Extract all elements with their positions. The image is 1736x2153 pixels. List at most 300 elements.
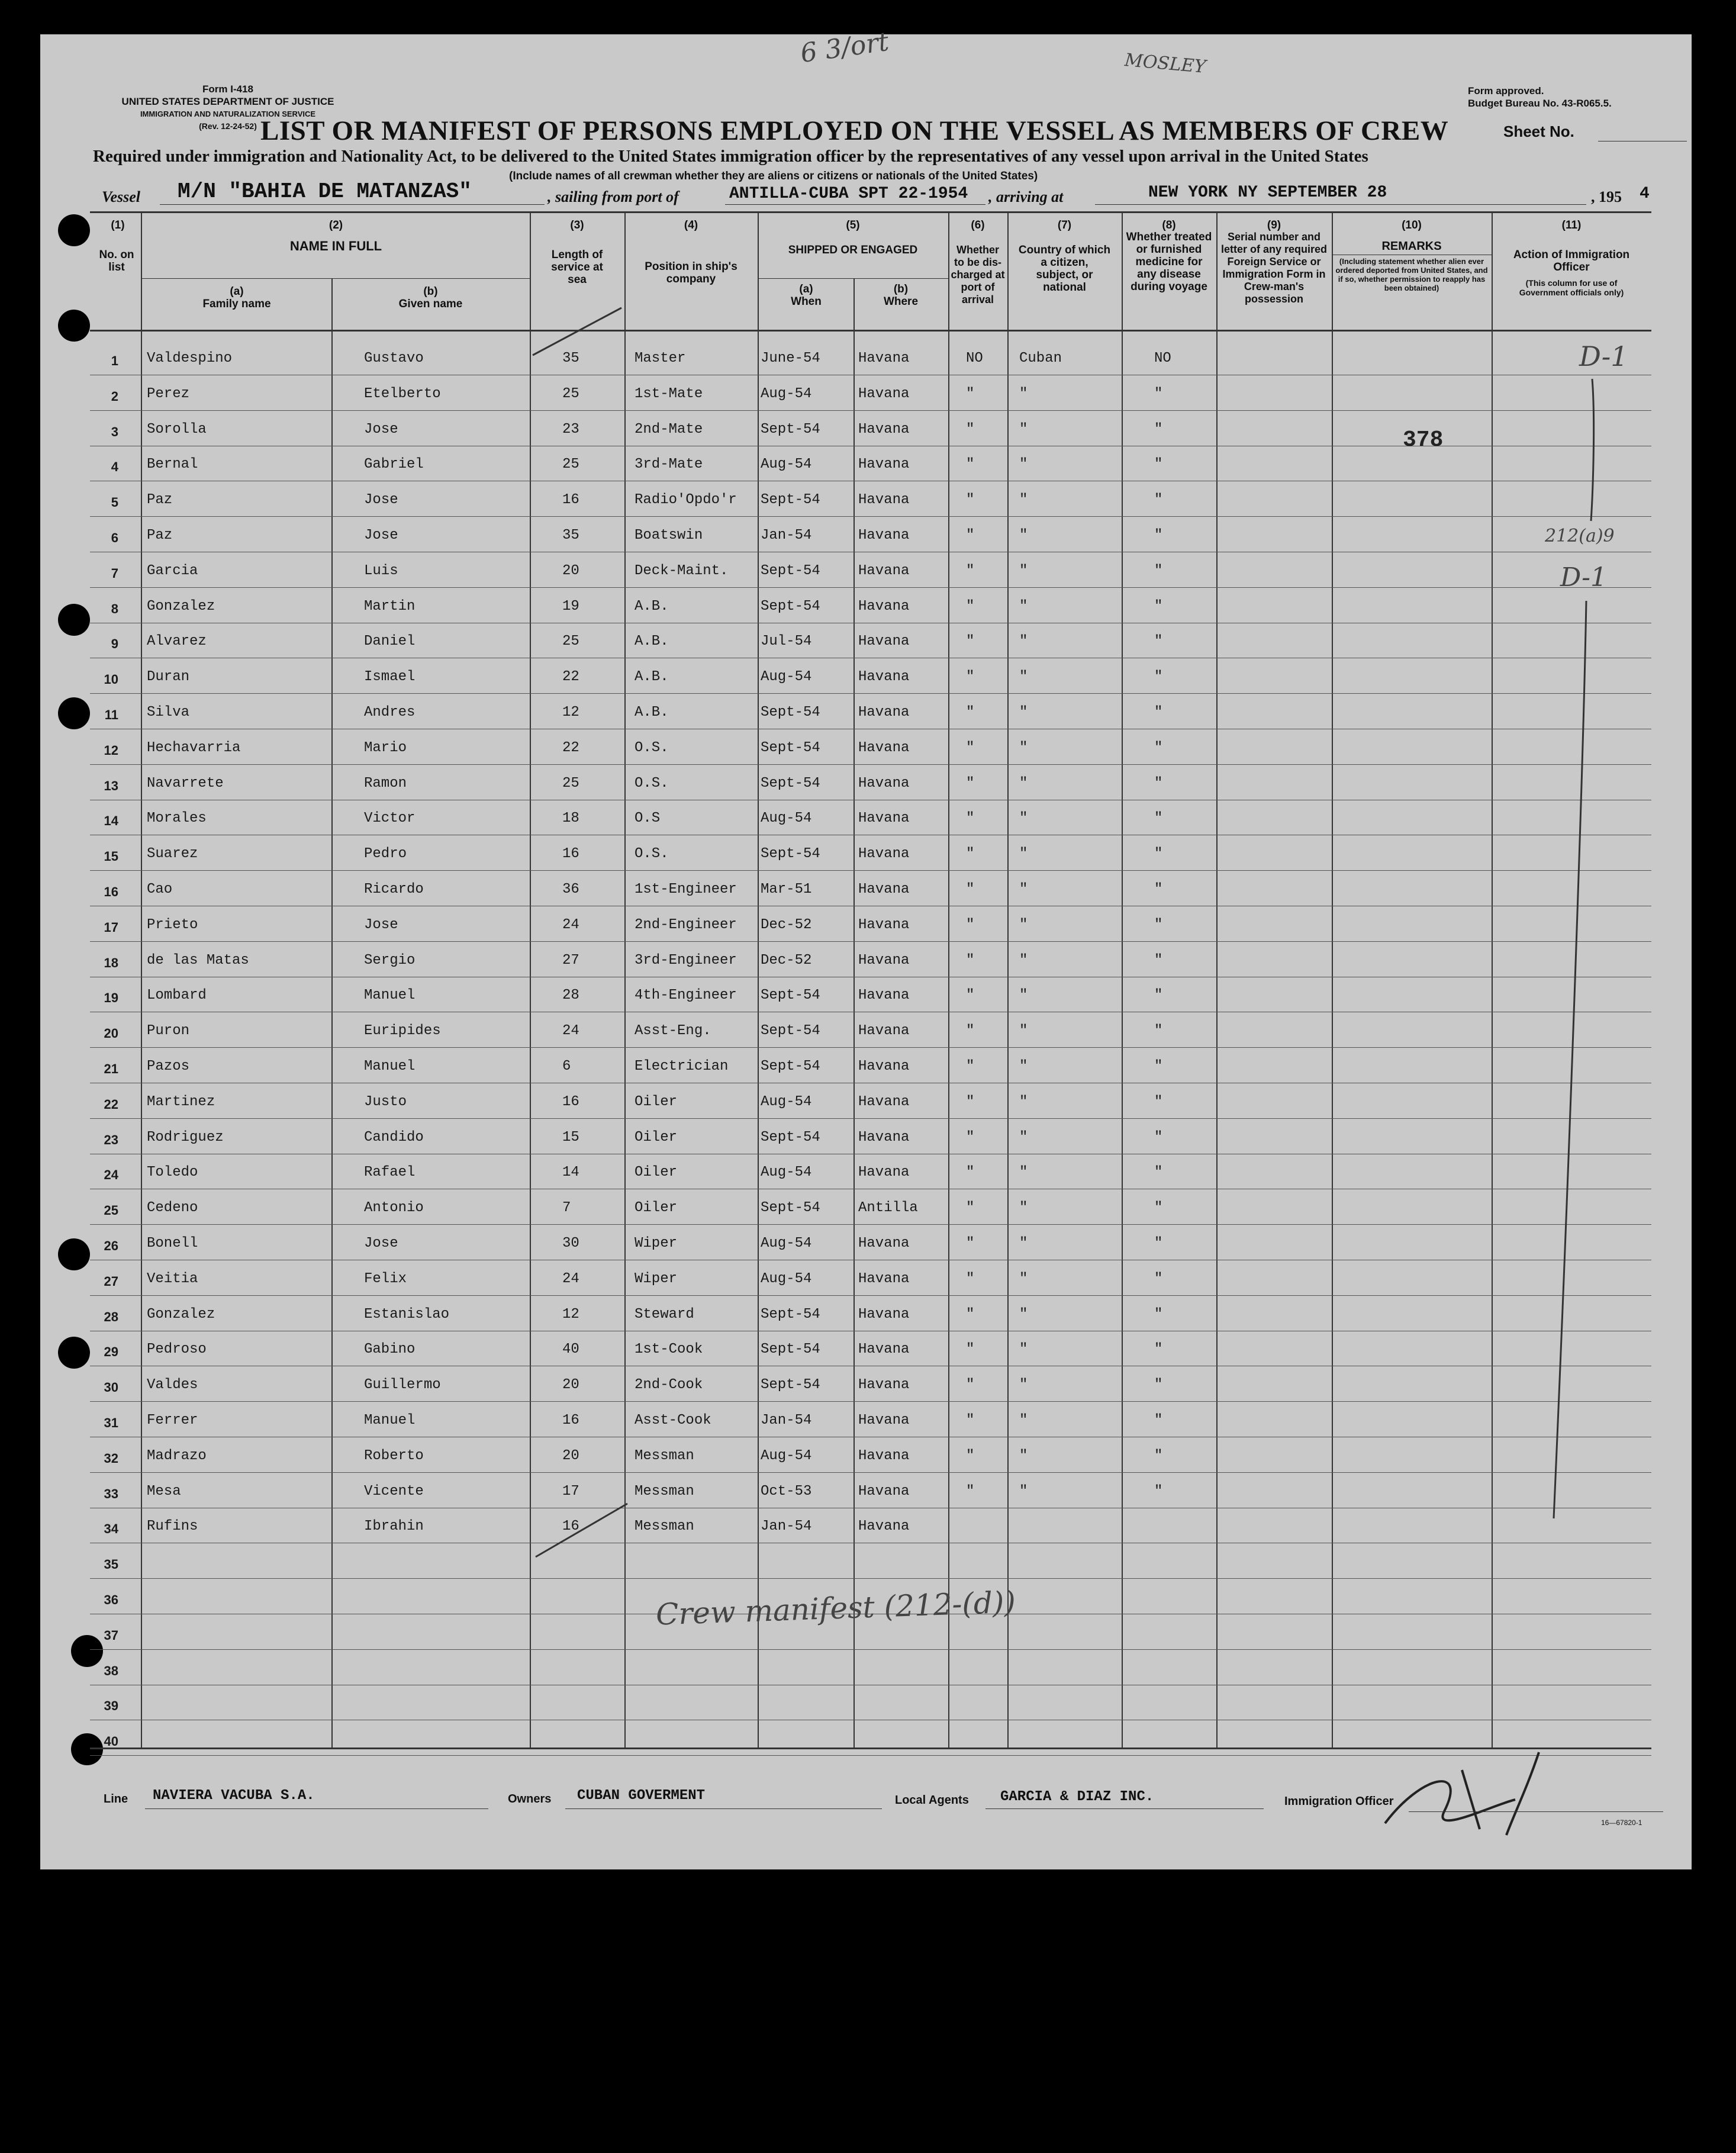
row-number: 24 [104,1167,118,1182]
citizenship: " [1019,740,1028,756]
family-name: Hechavarria [147,740,241,756]
col11-number: (11) [1561,219,1582,231]
given-name: Jose [364,1235,398,1251]
shipped-when: Aug-54 [761,1271,812,1287]
citizenship: " [1019,1483,1028,1499]
family-name: Lombard [147,987,207,1003]
agents-value: GARCIA & DIAZ INC. [1000,1789,1154,1805]
row-number: 9 [111,636,118,651]
medical-treatment: " [1154,1341,1163,1357]
to-be-discharged: " [966,421,975,437]
given-name: Daniel [364,633,416,649]
service: IMMIGRATION AND NATURALIZATION SERVICE [140,110,316,118]
given-name: Euripides [364,1023,441,1039]
position: Messman [635,1483,694,1499]
to-be-discharged: " [966,1483,975,1499]
citizenship: " [1019,1235,1028,1251]
to-be-discharged: " [966,1448,975,1464]
sailing-label: , sailing from port of [547,188,679,205]
service-length: 25 [562,456,579,472]
shipped-when: Aug-54 [761,669,812,685]
shipped-when: Sept-54 [761,740,820,756]
to-be-discharged: " [966,1377,975,1393]
form-approved: Form approved. [1468,85,1544,96]
family-name: Pedroso [147,1341,207,1357]
shipped-when: Sept-54 [761,1306,820,1322]
family-name: Cao [147,881,173,897]
service-length: 24 [562,1271,579,1287]
to-be-discharged: " [966,1023,975,1039]
row-number: 35 [104,1557,118,1572]
service-length: 25 [562,633,579,649]
col8-header: Whether treated or furnished medicine for any disease during voyage [1126,231,1212,293]
citizenship: " [1019,1341,1028,1357]
citizenship: " [1019,1448,1028,1464]
to-be-discharged: " [966,1412,975,1428]
shipped-when: Sept-54 [761,563,820,579]
row-number: 4 [111,459,118,474]
position: 3rd-Engineer [635,952,737,968]
required-text: Required under immigration and Nationality Act, to be delivered to the United States immigration officer by the representatives of any vessel upon arrival in the United States [93,147,1368,166]
action-bracket-line [1591,379,1594,521]
position: Oiler [635,1164,678,1180]
position: Wiper [635,1271,678,1287]
shipped-where: Havana [858,1235,910,1251]
position: 1st-Cook [635,1341,703,1357]
shipped-when: Jan-54 [761,1518,812,1534]
medical-treatment: " [1154,740,1163,756]
to-be-discharged: " [966,1164,975,1180]
medical-treatment: NO [1154,350,1171,366]
row-number: 26 [104,1238,118,1253]
medical-treatment: " [1154,1377,1163,1393]
col10-number: (10) [1402,219,1422,231]
row-number: 38 [104,1663,118,1678]
medical-treatment: " [1154,598,1163,614]
position: A.B. [635,598,669,614]
position: A.B. [635,704,669,720]
medical-treatment: " [1154,386,1163,402]
row-number: 17 [104,920,118,935]
citizenship: " [1019,1412,1028,1428]
given-name: Estanislao [364,1306,450,1322]
service-length: 20 [562,563,579,579]
position: 2nd-Mate [635,421,703,437]
shipped-where: Havana [858,1341,910,1357]
shipped-where: Havana [858,1058,910,1074]
position: Deck-Maint. [635,563,729,579]
shipped-when: Jan-54 [761,527,812,543]
medical-treatment: " [1154,1448,1163,1464]
row-number: 31 [104,1415,118,1430]
col2-header: NAME IN FULL [289,239,382,253]
medical-treatment: " [1154,633,1163,649]
shipped-when: Sept-54 [761,492,820,508]
row-number: 3 [111,424,118,439]
officer-signature [1385,1752,1539,1835]
shipped-where: Havana [858,563,910,579]
position: O.S. [635,740,669,756]
shipped-where: Havana [858,527,910,543]
service-length: 15 [562,1129,579,1145]
owners-value: CUBAN GOVERMENT [577,1788,706,1804]
service-length: 20 [562,1448,579,1464]
sailing-port: ANTILLA-CUBA SPT 22-1954 [729,185,968,203]
form-title: LIST OR MANIFEST OF PERSONS EMPLOYED ON THE VESSEL AS MEMBERS OF CREW [260,115,1449,146]
shipped-where: Havana [858,1164,910,1180]
shipped-when: Aug-54 [761,1164,812,1180]
service-length: 24 [562,1023,579,1039]
family-name: Garcia [147,563,198,579]
row-number: 40 [104,1734,118,1749]
shipped-where: Havana [858,492,910,508]
shipped-when: Sept-54 [761,598,820,614]
given-name: Ramon [364,775,407,791]
shipped-where: Havana [858,421,910,437]
shipped-where: Havana [858,1483,910,1499]
shipped-where: Havana [858,881,910,897]
family-name: Paz [147,492,173,508]
shipped-when: Sept-54 [761,775,820,791]
family-name: Cedeno [147,1200,198,1216]
position: 3rd-Mate [635,456,703,472]
department: UNITED STATES DEPARTMENT OF JUSTICE [121,96,334,107]
citizenship: " [1019,1271,1028,1287]
position: Boatswin [635,527,703,543]
shipped-when: Aug-54 [761,1448,812,1464]
citizenship: " [1019,1023,1028,1039]
to-be-discharged: " [966,1271,975,1287]
row-number: 15 [104,849,118,864]
arriving-label: , arriving at [988,188,1064,205]
shipped-when: Sept-54 [761,1058,820,1074]
col1-header: No. on list [99,249,134,273]
given-name: Jose [364,492,398,508]
position: Master [635,350,686,366]
service-length: 22 [562,740,579,756]
medical-treatment: " [1154,1235,1163,1251]
medical-treatment: " [1154,987,1163,1003]
owners-label: Owners [508,1792,552,1806]
shipped-when: Dec-52 [761,917,812,933]
to-be-discharged: " [966,598,975,614]
shipped-when: Oct-53 [761,1483,812,1499]
given-name: Victor [364,810,416,826]
medical-treatment: " [1154,1306,1163,1322]
position: 2nd-Cook [635,1377,703,1393]
citizenship: " [1019,456,1028,472]
row-number: 2 [111,389,118,404]
col3-number: (3) [570,219,584,231]
col3-header: Length of service at sea [551,249,603,286]
shipped-where: Havana [858,1377,910,1393]
shipped-when: Dec-52 [761,952,812,968]
col2a-header: (a) Family name [202,285,271,310]
medical-treatment: " [1154,917,1163,933]
service-length: 24 [562,917,579,933]
row-number: 34 [104,1521,118,1536]
given-name: Rafael [364,1164,416,1180]
col4-number: (4) [684,219,698,231]
family-name: Rodriguez [147,1129,224,1145]
shipped-where: Havana [858,775,910,791]
medical-treatment: " [1154,1271,1163,1287]
service-length: 35 [562,350,579,366]
col5-header: SHIPPED OR ENGAGED [788,244,918,256]
given-name: Vicente [364,1483,424,1499]
citizenship: " [1019,633,1028,649]
shipped-when: Aug-54 [761,1235,812,1251]
row-number: 36 [104,1592,118,1607]
citizenship: " [1019,1200,1028,1216]
medical-treatment: " [1154,775,1163,791]
row-number: 8 [111,601,118,616]
col10-subheader: (Including statement whether alien ever ordered deported from United States, and if so, whether permission to reapply has been obtained) [1335,257,1488,292]
col2-number: (2) [328,219,343,231]
to-be-discharged: " [966,775,975,791]
shipped-where: Havana [858,987,910,1003]
row-number: 28 [104,1309,118,1324]
citizenship: " [1019,492,1028,508]
service-length: 6 [562,1058,571,1074]
position: Oiler [635,1094,678,1110]
col7-header: Country of which a citizen, subject, or national [1018,244,1111,294]
given-name: Pedro [364,846,407,862]
family-name: Puron [147,1023,190,1039]
to-be-discharged: " [966,669,975,685]
crew-handwritten-note: Crew manifest (212-(d)) [655,1585,1016,1632]
shipped-when: June-54 [761,350,820,366]
citizenship: " [1019,1058,1028,1074]
row-number: 32 [104,1451,118,1466]
medical-treatment: " [1154,1094,1163,1110]
col9-number: (9) [1267,219,1281,231]
family-name: Pazos [147,1058,190,1074]
shipped-where: Havana [858,1129,910,1145]
row-number: 7 [111,566,118,581]
service-length: 20 [562,1377,579,1393]
medical-treatment: " [1154,881,1163,897]
action-row6: 212(a)9 [1545,526,1615,546]
shipped-where: Havana [858,386,910,402]
citizenship: " [1019,1164,1028,1180]
vessel-label: Vessel [102,188,140,205]
family-name: Veitia [147,1271,198,1287]
given-name: Jose [364,917,398,933]
position: O.S. [635,846,669,862]
family-name: Ferrer [147,1412,198,1428]
action-row1: D-1 [1579,340,1628,372]
row-number: 20 [104,1026,118,1041]
given-name: Guillermo [364,1377,441,1393]
family-name: Valdes [147,1377,198,1393]
citizenship: " [1019,775,1028,791]
shipped-where: Havana [858,1271,910,1287]
family-name: Martinez [147,1094,215,1110]
row-number: 22 [104,1097,118,1112]
medical-treatment: " [1154,952,1163,968]
family-name: Navarrete [147,775,224,791]
col11-subheader: (This column for use of Government officials only) [1519,278,1624,297]
family-name: de las Matas [147,952,249,968]
shipped-when: Sept-54 [761,704,820,720]
position: Oiler [635,1129,678,1145]
to-be-discharged: " [966,952,975,968]
given-name: Justo [364,1094,407,1110]
service-length: 12 [562,1306,579,1322]
to-be-discharged: " [966,846,975,862]
form-number: Form I-418 [202,83,253,95]
shipped-when: Sept-54 [761,421,820,437]
sheet-no-label: Sheet No. [1503,123,1574,140]
shipped-where: Havana [858,952,910,968]
include-text: (Include names of all crewman whether they are aliens or citizens or nationals of the United States) [509,170,1038,182]
citizenship: " [1019,563,1028,579]
shipped-when: Sept-54 [761,846,820,862]
service-length: 30 [562,1235,579,1251]
year-label: , 195 [1591,188,1622,205]
check-stroke [533,308,621,355]
row-number: 1 [111,353,118,368]
shipped-when: Jul-54 [761,633,812,649]
shipped-where: Havana [858,1094,910,1110]
handwritten-top-note: 6 3/ort [798,26,891,69]
given-name: Jose [364,421,398,437]
medical-treatment: " [1154,456,1163,472]
shipped-where: Havana [858,846,910,862]
print-code: 16—67820-1 [1601,1819,1642,1827]
agents-label: Local Agents [895,1794,969,1807]
row-number: 23 [104,1132,118,1147]
line-value: NAVIERA VACUBA S.A. [153,1788,315,1804]
to-be-discharged: " [966,492,975,508]
row-number: 14 [104,813,118,828]
to-be-discharged: " [966,1129,975,1145]
family-name: Alvarez [147,633,207,649]
given-name: Gabino [364,1341,416,1357]
shipped-when: Sept-54 [761,1023,820,1039]
family-name: Duran [147,669,190,685]
col8-number: (8) [1162,219,1176,231]
position: Messman [635,1518,694,1534]
shipped-where: Havana [858,669,910,685]
row-number: 39 [104,1698,118,1713]
service-length: 16 [562,1094,579,1110]
service-length: 16 [562,846,579,862]
given-name: Gabriel [364,456,424,472]
to-be-discharged: " [966,1306,975,1322]
position: 1st-Mate [635,386,703,402]
to-be-discharged: " [966,810,975,826]
shipped-where: Havana [858,1518,910,1534]
service-length: 28 [562,987,579,1003]
citizenship: " [1019,1129,1028,1145]
to-be-discharged: " [966,1200,975,1216]
row-number: 6 [111,530,118,545]
medical-treatment: " [1154,1164,1163,1180]
shipped-when: Aug-54 [761,456,812,472]
col9-header: Serial number and letter of any required Foreign Service or Immigration Form in Crew-man's possession [1220,231,1328,305]
family-name: Prieto [147,917,198,933]
medical-treatment: " [1154,1023,1163,1039]
family-name: Sorolla [147,421,207,437]
position: O.S [635,810,661,826]
service-length: 17 [562,1483,579,1499]
family-name: Toledo [147,1164,198,1180]
row-number: 27 [104,1274,118,1289]
officer-label: Immigration Officer [1284,1795,1394,1808]
service-length: 16 [562,492,579,508]
check-stroke [536,1504,627,1557]
handwritten-top-name: MOSLEY [1123,50,1207,78]
position: Electrician [635,1058,729,1074]
position: Messman [635,1448,694,1464]
col5b-header: (b) Where [883,283,919,308]
col6-header: Whether to be dis-charged at port of arrival [951,244,1005,305]
given-name: Manuel [364,1412,416,1428]
row-number: 18 [104,955,118,970]
service-length: 18 [562,810,579,826]
shipped-where: Havana [858,1023,910,1039]
shipped-where: Havana [858,810,910,826]
shipped-where: Havana [858,1306,910,1322]
family-name: Bernal [147,456,198,472]
family-name: Gonzalez [147,1306,215,1322]
citizenship: " [1019,881,1028,897]
position: 4th-Engineer [635,987,737,1003]
service-length: 12 [562,704,579,720]
shipped-when: Sept-54 [761,987,820,1003]
position: Asst-Eng. [635,1023,711,1039]
col7-number: (7) [1057,219,1072,231]
given-name: Antonio [364,1200,424,1216]
to-be-discharged: " [966,1094,975,1110]
col6-number: (6) [971,219,985,231]
medical-treatment: " [1154,563,1163,579]
medical-treatment: " [1154,669,1163,685]
given-name: Ismael [364,669,416,685]
position: O.S. [635,775,669,791]
shipped-when: Sept-54 [761,1200,820,1216]
shipped-where: Havana [858,1412,910,1428]
shipped-when: Aug-54 [761,810,812,826]
given-name: Gustavo [364,350,424,366]
citizenship: " [1019,1094,1028,1110]
given-name: Ricardo [364,881,424,897]
citizenship: " [1019,527,1028,543]
to-be-discharged: " [966,1341,975,1357]
medical-treatment: " [1154,492,1163,508]
given-name: Luis [364,563,398,579]
service-length: 14 [562,1164,579,1180]
citizenship: " [1019,598,1028,614]
shipped-when: Jan-54 [761,1412,812,1428]
shipped-where: Havana [858,704,910,720]
family-name: Rufins [147,1518,198,1534]
action-row7: D-1 [1560,562,1607,593]
given-name: Manuel [364,987,416,1003]
to-be-discharged: " [966,987,975,1003]
to-be-discharged: " [966,740,975,756]
row-number: 5 [111,495,118,510]
service-length: 23 [562,421,579,437]
col1-number: (1) [111,219,125,231]
shipped-where: Havana [858,740,910,756]
position: Wiper [635,1235,678,1251]
remark-row3: 378 [1403,427,1444,453]
to-be-discharged: " [966,1235,975,1251]
col5a-header: (a) When [791,283,822,308]
